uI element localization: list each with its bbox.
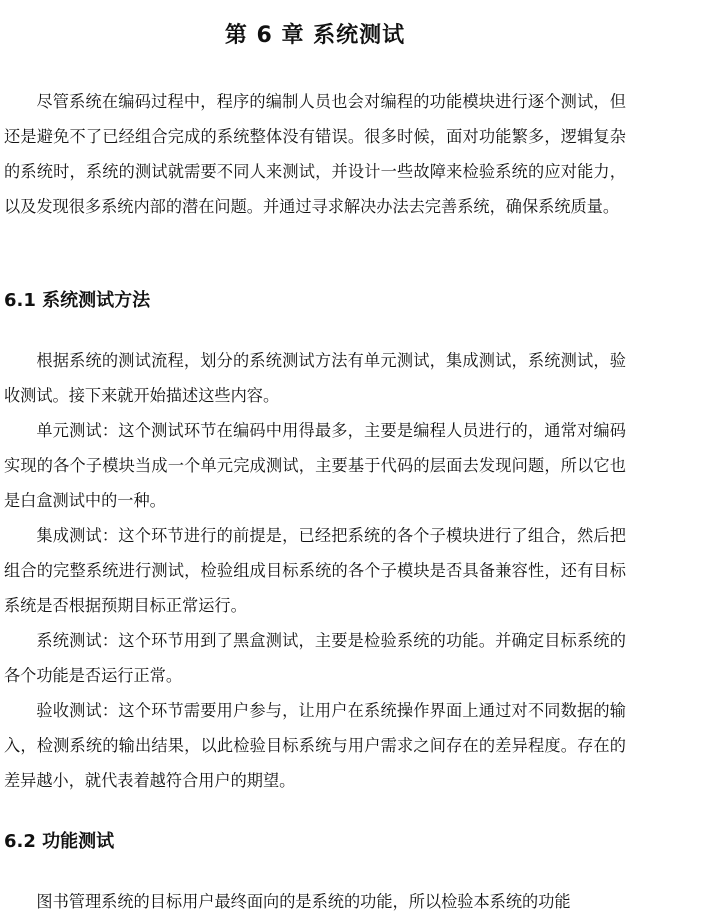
intro-paragraph: 尽管系统在编码过程中，程序的编制人员也会对编程的功能模块进行逐个测试，但还是避免不了已经组合完成的系统整体没有错误。很多时候，面对功能繁多，逻辑复杂的系统时，系统的测试就需要不同人来测试，并设计一些故障来检验系统的应对能力，以及发现很多系统内部的潜在问题。并通过寻求解决办法去完善系统，确保系统质量。 [4,92,626,216]
section-6-1-heading: 6.1 系统测试方法 [4,290,151,311]
chapter-title: 第 6 章 系统测试 [224,23,406,48]
section-6-1-paragraph-1: 根据系统的测试流程，划分的系统测试方法有单元测试，集成测试，系统测试，验收测试。接下来就开始描述这些内容。 [4,351,626,405]
section-6-1-paragraph-unit-test: 单元测试：这个测试环节在编码中用得最多，主要是编程人员进行的，通常对编码实现的各个子模块当成一个单元完成测试，主要基于代码的层面去发现问题，所以它也是白盒测试中的一种。 [4,421,626,510]
section-6-2-paragraph-1: 图书管理系统的目标用户最终面向的是系统的功能，所以检验本系统的功能 [36,892,571,911]
section-6-1-paragraph-integration-test: 集成测试：这个环节进行的前提是，已经把系统的各个子模块进行了组合，然后把组合的完整系统进行测试，检验组成目标系统的各个子模块是否具备兼容性，还有目标系统是否根据预期目标正常运行。 [4,526,626,615]
section-6-1-paragraph-system-test: 系统测试：这个环节用到了黑盒测试，主要是检验系统的功能。并确定目标系统的各个功能是否运行正常。 [4,631,626,685]
section-6-2-heading: 6.2 功能测试 [4,831,115,852]
section-6-1-paragraph-acceptance-test: 验收测试：这个环节需要用户参与，让用户在系统操作界面上通过对不同数据的输入，检测系统的输出结果，以此检验目标系统与用户需求之间存在的差异程度。存在的差异越小，就代表着越符合用户的期望。 [4,701,626,790]
